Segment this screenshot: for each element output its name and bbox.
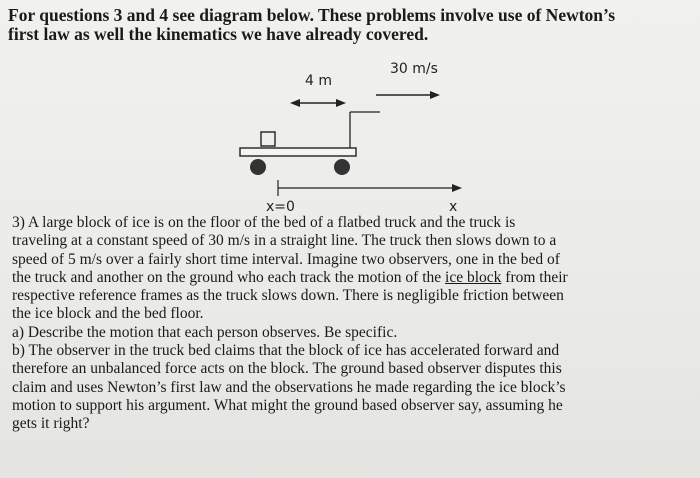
intro-line-2: first law as well the kinematics we have already covered. [8, 24, 429, 44]
question-line: respective reference frames as the truck slows down. There is negligible friction between [12, 287, 564, 305]
question-line: speed of 5 m/s over a fairly short time interval. Imagine two observers, one in the bed of [12, 250, 560, 268]
ice-block [261, 132, 275, 146]
question-line-4 [12, 269, 696, 287]
distance-arrowhead-right [336, 99, 346, 107]
velocity-arrowhead [430, 91, 440, 99]
distance-arrowhead-left [290, 99, 300, 107]
question-line: traveling at a constant speed of 30 m/s in a straight line. The truck then slows down to a [12, 232, 557, 250]
question-line: claim and uses Newton’s first law and the observations he made regarding the ice block’s [12, 378, 566, 396]
truck-diagram [0, 0, 700, 220]
front-wheel [334, 159, 350, 175]
x-axis-label: x [449, 199, 458, 215]
distance-label: 4 m [305, 73, 332, 89]
question-line-4-tail: from their [501, 268, 568, 286]
question-3 [12, 214, 696, 434]
x-axis-arrowhead [452, 184, 462, 192]
question-line-4-head: the truck and another on the ground who each track the motion of the [12, 268, 446, 286]
rear-wheel [250, 159, 266, 175]
origin-label: x=0 [266, 199, 295, 215]
underlined-term: ice block [445, 268, 502, 286]
part-b: b) The observer in the truck bed claims that the block of ice has accelerated forward and [12, 342, 560, 360]
question-line: 3) A large block of ice is on the floor of the bed of a flatbed truck and the truck is [12, 214, 516, 231]
speed-label: 30 m/s [390, 61, 438, 77]
question-line: gets it right? [12, 415, 90, 433]
question-line: therefore an unbalanced force acts on the block. The ground based observer disputes this [12, 360, 562, 378]
flatbed-truck [240, 112, 380, 175]
question-line: motion to support his argument. What might the ground based observer say, assuming he [12, 396, 563, 414]
question-line: the ice block and the bed floor. [12, 305, 204, 323]
intro-line-1: For questions 3 and 4 see diagram below. These problems involve use of Newton’s [8, 5, 616, 25]
part-a: a) Describe the motion that each person observes. Be specific. [12, 323, 398, 341]
truck-bed [240, 148, 356, 156]
